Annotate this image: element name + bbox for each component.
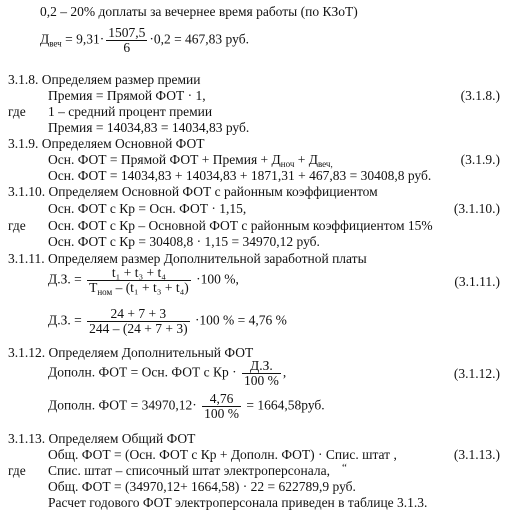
fraction: $\frac{24 + 7 + 3}{244 - (24 + 7 + 3)}$: [89, 306, 188, 336]
formula: Осн. ФОТ = Прямой ФОТ + Премия + $Д_{ноч} + Д_{веч,}$: [48, 152, 333, 169]
calculation: Осн. ФОТ = 14034,83 + 14034,83 + 1871,31 + 467,83 = 30408,8 руб.: [48, 168, 432, 183]
formula-number: (3.1.12.): [453, 366, 500, 381]
formula-dop: Дополн. ФОТ = Осн. ФОТ с Кр · $\frac{Д.З.}{100 \%}$ ,: [48, 358, 287, 388]
formula-dz: Д.З. = $\frac{\text{t₁ + t₃ + t₄}}{T_{ном} - (t_1 + t_3 + t_4)}$ ·100 %,: [48, 265, 239, 297]
calculation: Премия = 14034,83 = 14034,83 руб.: [48, 120, 250, 135]
fraction: $\frac{Д.З.}{100 \%}$: [243, 358, 279, 388]
where-text: Спис. штат – списочный штат электроперсонала,: [48, 463, 330, 478]
fraction: $\frac{4,76}{100 \%}$: [204, 391, 240, 421]
formula-number: (3.1.8.): [460, 88, 500, 103]
fraction: $\frac{1507,5}{6}$: [108, 25, 146, 55]
where-text: 1 – средний процент премии: [48, 104, 213, 119]
section-heading: 3.1.12. Определяем Дополнительный ФОТ: [8, 345, 254, 360]
closing-text: Расчет годового ФОТ электроперсонала приведен в таблице 3.1.3.: [48, 495, 428, 510]
where-text: Осн. ФОТ с Кр – Основной ФОТ с районным коэффициентом 15%: [48, 218, 433, 233]
section-heading: 3.1.11. Определяем размер Дополнительной заработной платы: [8, 251, 367, 266]
where-label: где: [8, 218, 26, 233]
formula-number: (3.1.13.): [453, 447, 500, 462]
formula: Общ. ФОТ = (Осн. ФОТ с Кр + Дополн. ФОТ) · Спис. штат ,: [48, 447, 397, 462]
section-heading: 3.1.10. Определяем Основной ФОТ с районным коэффициентом: [8, 184, 378, 199]
stray-mark: “: [342, 462, 347, 474]
formula: Премия = Прямой ФОТ · 1,: [48, 88, 206, 103]
calculation-dz: Д.З. = $\frac{24 + 7 + 3}{244 - (24 + 7 + 3)}$ ·100 % = 4,76 %: [48, 306, 287, 336]
calculation: Общ. ФОТ = (34970,12+ 1664,58) · 22 = 622789,9 руб.: [48, 479, 356, 494]
section-heading: 3.1.9. Определяем Основной ФОТ: [8, 136, 205, 151]
calculation: Осн. ФОТ с Кр = 30408,8 · 1,15 = 34970,12 руб.: [48, 234, 320, 249]
where-label: где: [8, 104, 26, 119]
formula-d-evening: $Д_{веч} = 9,31\cdot$ $\frac{1507,5}{6}$ ·0,2 = 467,83 руб.: [40, 25, 249, 55]
fraction: $\frac{\text{t₁ + t₃ + t₄}}{T_{ном} - (t_1 + t_3 + t_4)}$: [89, 265, 189, 297]
calculation-dop: Дополн. ФОТ = 34970,12· $\frac{4,76}{100 \%}$ = 1664,58руб.: [48, 391, 325, 421]
section-heading: 3.1.13. Определяем Общий ФОТ: [8, 431, 196, 446]
text-line: 0,2 – 20% доплаты за вечернее время работы (по КЗоТ): [40, 4, 358, 19]
formula-number: (3.1.11.): [454, 274, 500, 289]
formula-number: (3.1.9.): [460, 152, 500, 167]
formula: Осн. ФОТ с Кр = Осн. ФОТ · 1,15,: [48, 201, 247, 216]
where-label: где: [8, 463, 26, 478]
formula-number: (3.1.10.): [453, 201, 500, 216]
section-heading: 3.1.8. Определяем размер премии: [8, 72, 201, 87]
